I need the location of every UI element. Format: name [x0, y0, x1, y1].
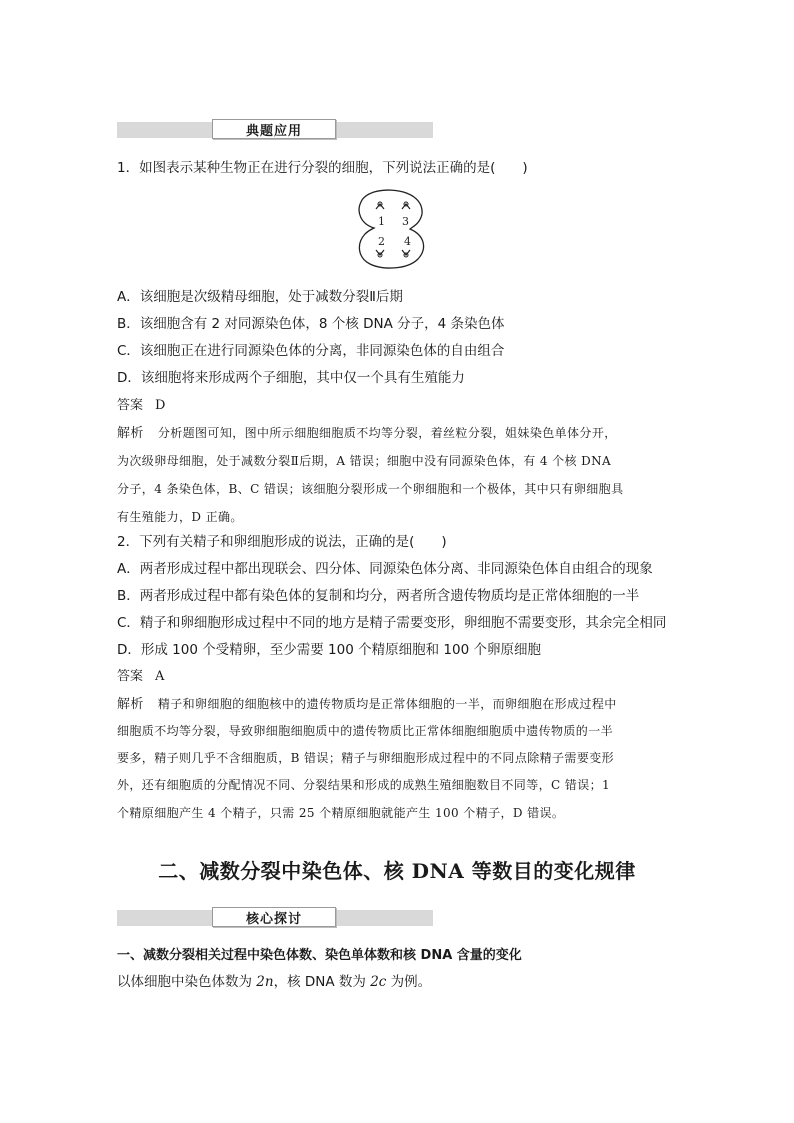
chromosome-2 — [376, 250, 384, 257]
subsection-heading: 一、减数分裂相关过程中染色体数、染色单体数和核 DNA 含量的变化 — [117, 948, 522, 963]
chromosome-1 — [376, 202, 384, 209]
analysis-text: 分析题图可知，图中所示细胞细胞质不均等分裂，着丝粒分裂，姐妹染色单体分开， — [157, 426, 617, 440]
question-1-stem: 1．如图表示某种生物正在进行分裂的细胞，下列说法正确的是( ) — [117, 160, 528, 176]
chromosome-4 — [402, 250, 410, 257]
section-banner-title: 典题应用 — [212, 119, 336, 139]
analysis-label: 解析 — [117, 426, 144, 441]
section-banner-practice — [117, 122, 433, 138]
example-sentence — [117, 972, 431, 992]
question-1-analysis-line-1 — [117, 423, 617, 444]
cell-division-figure — [352, 188, 442, 274]
analysis-label: 解析 — [117, 697, 144, 712]
question-2-analysis-line-4: 外，还有细胞质的分配情况不同、分裂结果和形成的成熟生殖细胞数目不同等，C 错误；1 — [117, 778, 611, 792]
question-2-analysis-line-5: 个精原细胞产生 4 个精子，只需 25 个精原细胞就能产生 100 个精子，D 错误。 — [117, 806, 565, 820]
question-2-option-a: A．两者形成过程中都出现联会、四分体、同源染色体分离、非同源染色体自由组合的现象 — [117, 561, 653, 577]
question-1-analysis-line-2: 为次级卵母细胞，处于减数分裂Ⅱ后期，A 错误；细胞中没有同源染色体，有 4 个核 DNA — [117, 454, 612, 468]
question-2-option-d: D．形成 100 个受精卵，至少需要 100 个精原细胞和 100 个卵原细胞 — [117, 642, 541, 658]
answer-label: 答案 — [117, 398, 144, 413]
chromosome-label-4: 4 — [404, 235, 411, 248]
question-2-answer — [117, 667, 164, 687]
section-2-heading: 二、减数分裂中染色体、核 DNA 等数目的变化规律 — [158, 859, 636, 883]
question-2-analysis-line-1 — [117, 694, 617, 715]
question-1-option-c: C．该细胞正在进行同源染色体的分离，非同源染色体的自由组合 — [117, 343, 505, 359]
question-1-answer — [117, 396, 165, 416]
question-2-option-b: B．两者形成过程中都有染色体的复制和均分，两者所含遗传物质均是正常体细胞的一半 — [117, 588, 640, 604]
question-1-option-d: D．该细胞将来形成两个子细胞，其中仅一个具有生殖能力 — [117, 370, 465, 386]
example-mid: ，核 DNA 数为 — [273, 974, 371, 990]
chromosome-label-3: 3 — [402, 215, 409, 228]
chromosome-label-1: 1 — [378, 215, 385, 228]
chromosome-3 — [402, 202, 410, 209]
section-banner-title: 核心探讨 — [212, 907, 336, 927]
analysis-text: 精子和卵细胞的细胞核中的遗传物质均是正常体细胞的一半，而卵细胞在形成过程中 — [157, 697, 617, 711]
answer-label: 答案 — [117, 669, 144, 684]
cell-membrane — [359, 190, 423, 268]
question-2-analysis-line-2: 细胞质不均等分裂，导致卵细胞细胞质中的遗传物质比正常体细胞细胞质中遗传物质的一半 — [117, 724, 614, 738]
example-prefix: 以体细胞中染色体数为 — [117, 974, 257, 990]
example-suffix: 为例。 — [386, 974, 432, 990]
question-1-analysis-line-3: 分子，4 条染色体，B、C 错误；该细胞分裂形成一个卵细胞和一个极体，其中只有卵细胞具 — [117, 482, 624, 496]
example-c: 2c — [370, 974, 387, 990]
section-banner-core — [117, 910, 433, 926]
question-1-analysis-line-4: 有生殖能力，D 正确。 — [117, 510, 243, 524]
answer-value: D — [155, 398, 166, 413]
chromosome-label-2: 2 — [378, 235, 385, 248]
example-n: 2n — [256, 974, 274, 990]
question-1-option-b: B．该细胞含有 2 对同源染色体，8 个核 DNA 分子，4 条染色体 — [117, 316, 505, 332]
question-2-option-c: C．精子和卵细胞形成过程中不同的地方是精子需要变形，卵细胞不需要变形，其余完全相同 — [117, 615, 667, 631]
question-1-option-a: A．该细胞是次级精母细胞，处于减数分裂Ⅱ后期 — [117, 289, 403, 305]
question-2-analysis-line-3: 要多，精子则几乎不含细胞质，B 错误；精子与卵细胞形成过程中的不同点除精子需要变形 — [117, 751, 615, 765]
answer-value: A — [155, 669, 165, 684]
question-2-stem: 2．下列有关精子和卵细胞形成的说法，正确的是( ) — [117, 534, 447, 550]
